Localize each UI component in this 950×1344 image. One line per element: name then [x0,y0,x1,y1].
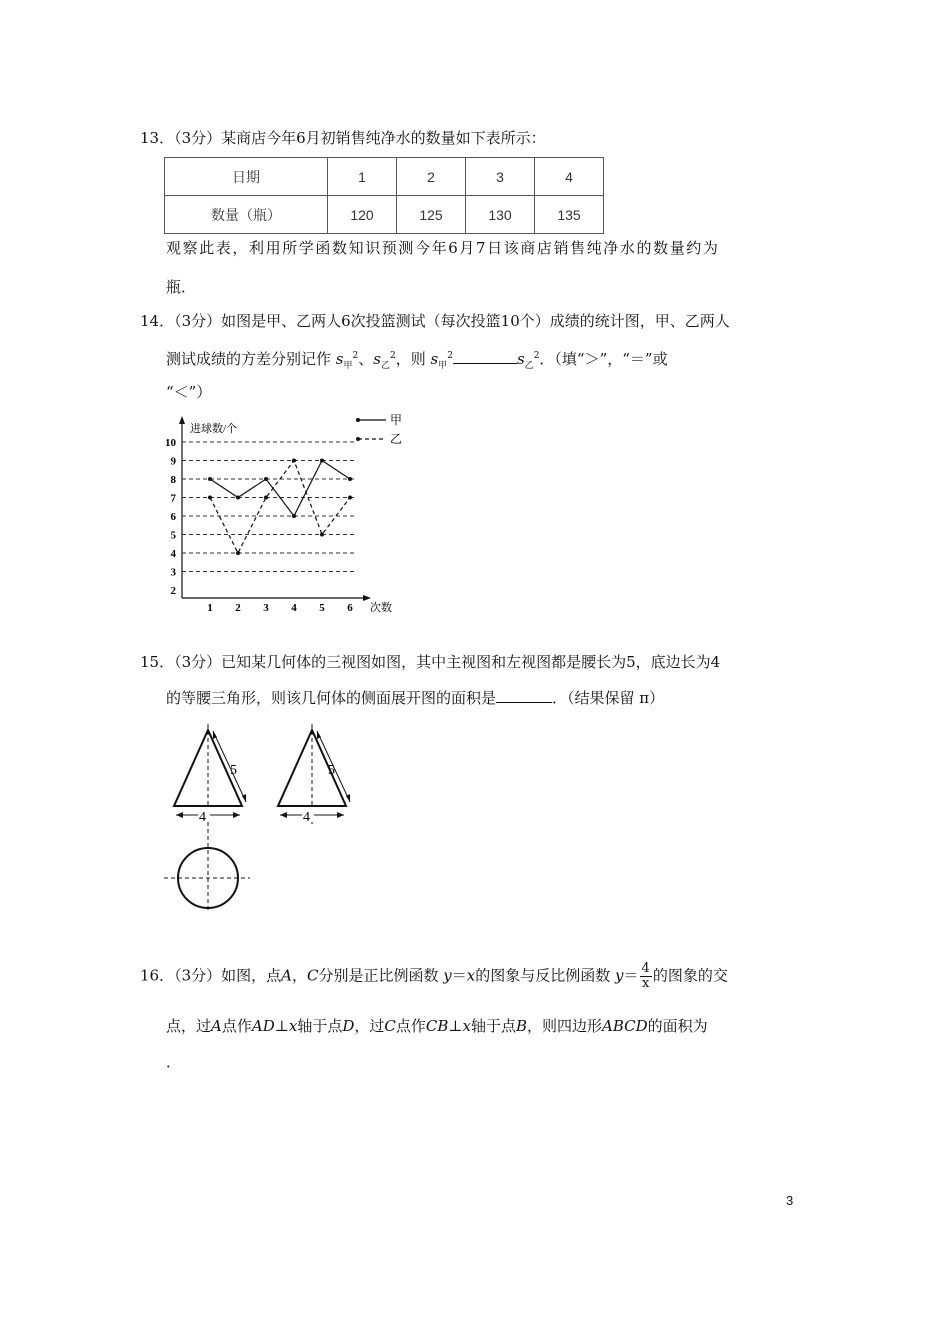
q13-stem: 13．（3分）某商店今年6月初销售纯净水的数量如下表所示： [140,129,546,147]
data-point [292,459,296,463]
table-cell: 125 [397,196,466,234]
q16-text: ⊥ [274,1017,289,1035]
q15-text: 的等腰三角形，则该几何体的侧面展开图的面积是 [166,689,497,707]
q14-line2 [166,346,668,376]
x-axis-arrow [363,595,371,601]
q15-line2 [166,688,664,708]
subscript: 甲 [343,361,353,371]
table-row [165,196,604,234]
y-tick-label: 9 [170,455,176,468]
data-point [208,477,212,481]
table-cell: 135 [535,196,604,234]
point-label: A [281,966,292,985]
var-x: x [466,966,476,985]
q16-line2 [166,1016,708,1036]
q16-text: ，过 [354,1017,385,1035]
quad-label: ABCD [602,1017,648,1035]
q16-text: ⊥ [448,1017,463,1035]
y-tick-label: 2 [170,585,176,597]
arrow-head [280,812,287,818]
q16-text: ＝ [623,966,639,985]
superscript: 2 [447,351,453,361]
point-label: C [307,966,319,985]
q14-text: 、 [358,350,374,368]
table-cell: 数量（瓶） [165,196,328,234]
var-y: y [443,966,452,985]
q14-line3: “＜”） [166,383,212,401]
point-label: A [211,1017,222,1035]
x-tick-label: 2 [235,602,241,614]
s-symbol: s [373,350,381,368]
arrow-head [176,812,183,818]
fraction-denominator: x [642,976,650,991]
y-axis-arrow [179,416,185,424]
q13-line2: 观察此表，利用所学函数知识预测今年6月7日该商店销售纯净水的数量约为 [166,239,720,257]
segment-label: CB [425,1017,449,1035]
q16-text: 的面积为 [647,1017,708,1035]
legend-label: 乙 [390,432,403,446]
table-header-cell: 4 [535,158,604,196]
front-side-label: 5 [230,763,237,778]
data-point [320,533,324,537]
x-axis-label: 次数 [370,602,392,614]
q16-text: 点作 [221,1017,252,1035]
arrow-head [337,812,344,818]
data-point [236,551,240,555]
q16-line1 [140,962,728,991]
page-number: 3 [786,1193,794,1208]
point-label: B [515,1017,527,1035]
q15-line1: 15．（3分）已知某几何体的三视图如图，其中主视图和左视图都是腰长为5，底边长为4 [140,653,721,671]
superscript: 2 [533,351,540,361]
y-tick-label: 7 [170,492,176,505]
q16-text: 16．（3分）如图，点 [140,966,282,985]
q16-text: 的图象的交 [652,966,728,985]
x-tick-label: 3 [263,602,269,614]
three-view-diagram [160,720,420,920]
table-header-cell: 3 [466,158,535,196]
table-header-cell: 1 [328,158,397,196]
s-symbol: s [335,350,344,368]
q13-line3: 瓶． [166,278,197,296]
point-label: C [384,1017,396,1035]
q16-text: ， [291,966,307,985]
table-cell: 120 [328,196,397,234]
segment-label: AD [251,1017,275,1035]
data-point [236,496,240,500]
data-point [348,496,352,500]
x-tick-label: 1 [207,602,213,614]
y-axis-label: 进球数/个 [190,423,238,435]
superscript: 2 [389,351,396,361]
basketball-line-chart [160,408,420,618]
q14-line1: 14．（3分）如图是甲、乙两人6次投篮测试（每次投篮10个）成绩的统计图，甲、乙两人 [140,312,730,330]
q16-text: 分别是正比例函数 [318,966,439,985]
x-tick-label: 5 [319,602,325,614]
data-point [320,459,324,463]
front-view [174,724,246,912]
y-tick-label: 8 [170,474,176,486]
series-line-yi [210,461,350,554]
fraction-4-over-x [640,962,652,991]
s-symbol: s [430,350,439,368]
table-header-cell: 2 [397,158,466,196]
q16-line3: ． [166,1053,182,1071]
arrow-head [233,812,240,818]
point-label: D [342,1017,355,1035]
q15-text: ．（结果保留 π） [552,689,665,707]
table-cell: 130 [466,196,535,234]
top-view [164,848,250,908]
subscript: 乙 [380,361,390,371]
q16-text: 轴于点 [470,1017,516,1035]
subscript: 甲 [438,361,448,371]
s-symbol: s [516,350,525,368]
var-y: y [615,966,624,985]
data-point [208,496,212,500]
y-tick-label: 6 [170,511,176,523]
data-point [264,477,268,481]
y-tick-label: 10 [165,437,176,449]
q16-text: 的图象与反比例函数 [475,966,611,985]
q16-text: ＝ [451,966,467,985]
front-base-label: 4 [199,810,206,825]
answer-blank[interactable] [453,349,517,364]
side-side-label: 5 [328,763,335,778]
q14-text: 测试成绩的方差分别记作 [166,350,332,368]
answer-blank[interactable] [496,688,552,703]
fraction-numerator: 4 [641,961,650,976]
series-line-jia [210,461,350,517]
x-tick-label: 6 [347,602,353,614]
table-header-cell: 日期 [165,158,328,196]
q16-text: ，则四边形 [527,1017,603,1035]
side-base-label: 4 [303,810,310,825]
y-tick-label: 3 [170,566,176,579]
q16-text: 点作 [395,1017,426,1035]
y-tick-label: 5 [170,529,176,542]
var-x: x [288,1017,298,1035]
data-point [348,477,352,481]
legend-label: 甲 [390,413,403,427]
data-point [264,496,268,500]
q16-text: 点，过 [166,1017,212,1035]
side-view [278,724,350,825]
table-row [165,158,604,196]
q16-text: 轴于点 [297,1017,343,1035]
q14-text: ，则 [395,350,426,368]
y-tick-label: 4 [170,548,176,560]
x-tick-label: 4 [291,602,297,614]
data-point [292,514,296,518]
subscript: 乙 [524,361,534,371]
superscript: 2 [352,351,359,361]
var-x: x [462,1017,471,1035]
sales-table [164,157,604,234]
q14-text: ．（填“＞”，“＝”或 [539,350,668,368]
